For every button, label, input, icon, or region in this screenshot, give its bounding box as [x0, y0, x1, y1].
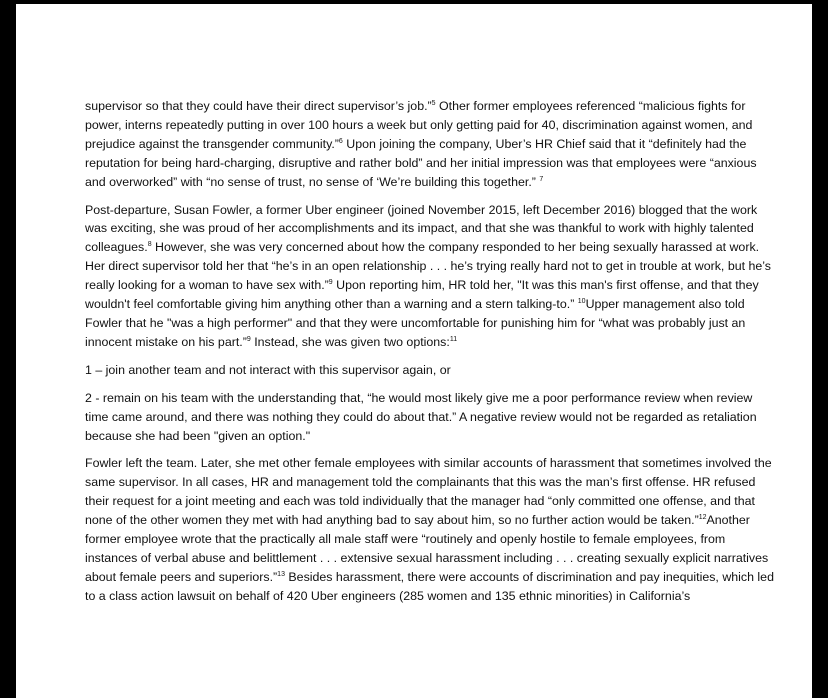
option-1-paragraph: 1 – join another team and not interact with this supervisor again, or [85, 362, 451, 377]
document-page [16, 4, 812, 698]
footnote-ref-13: 13 [277, 570, 285, 578]
footnote-ref-9b: 9 [246, 335, 251, 343]
footnote-ref-8: 8 [147, 241, 152, 249]
footnote-ref-9: 9 [328, 279, 333, 287]
footnote-ref-12: 12 [698, 514, 707, 522]
paragraph-1: supervisor so that they could have their direct supervisor’s job.”$^5$ Other former employees referenced “malicious fights for power, interns repeatedly putting in over 100 hours a week but only getting paid for 40, discrimination against women, and prejudice against the transgender community.”$^6$ Upon joining the company, Uber’s HR Chief said that it “definitely had the reputation for being hard-charging, disruptive and rather bold” and her initial impression was that employees were “anxious and overworked” with “no sense of trust, no sense of ‘We’re building this together.” $^7$ [85, 99, 757, 189]
footnote-ref-6: 6 [338, 137, 343, 145]
paragraph-5: Fowler left the team. Later, she met other female employees with similar accounts of harassment that sometimes involved the same supervisor. In all cases, HR and management told the complainants that this was the man’s first offense. HR refused their request for a joint meeting and each was told individually that the manager had “only committed one offense, and that none of the other women they met with had anything bad to say about him, so no further action would be taken.”$^{12}$Another former employee wrote that the practically all male staff were “routinely and openly hostile to female employees, from instances of verbal abuse and belittlement . . . extensive sexual harassment including . . . creating sexually explicit narratives about female peers and superiors.”$^{13}$ Besides harassment, there were accounts of discrimination and pay inequities, which led to a class action lawsuit on behalf of 420 Uber engineers (285 women and 135 ethnic minorities) in California’s [85, 456, 774, 603]
footnote-ref-11: 11 [449, 335, 458, 343]
option-2-paragraph: 2 - remain on his team with the understanding that, “he would most likely give me a poor performance review when review time came around, and there was nothing they could do about that.” A negative review would not be regarded as retaliation because she had been "given an option." [85, 390, 757, 443]
footnote-ref-7: 7 [539, 175, 544, 183]
footnote-ref-5: 5 [431, 100, 436, 107]
footnote-ref-10: 10 [577, 298, 586, 306]
paragraph-2: Post-departure, Susan Fowler, a former Uber engineer (joined November 2015, left December 2016) blogged that the work was exciting, she was proud of her accomplishments and its impact, and that she was thankful to work with highly talented colleagues.$^8$ However, she was very concerned about how the company responded to her being sexually harassed at work. Her direct supervisor told her that “he’s in an open relationship . . . he’s trying really hard not to get in trouble at work, but he’s really looking for a woman to have sex with.”$^9$ Upon reporting him, HR told her, "It was this man's first offense, and that they wouldn't feel comfortable giving him anything other than a warning and a stern talking-to.” $^{10}$Upper management also told Fowler that he "was a high performer" and that they were uncomfortable for punishing him for “what was probably just an innocent mistake on his part.”$^9$ Instead, she was given two options:$^{11}$ [85, 202, 771, 349]
document-body [85, 97, 775, 615]
